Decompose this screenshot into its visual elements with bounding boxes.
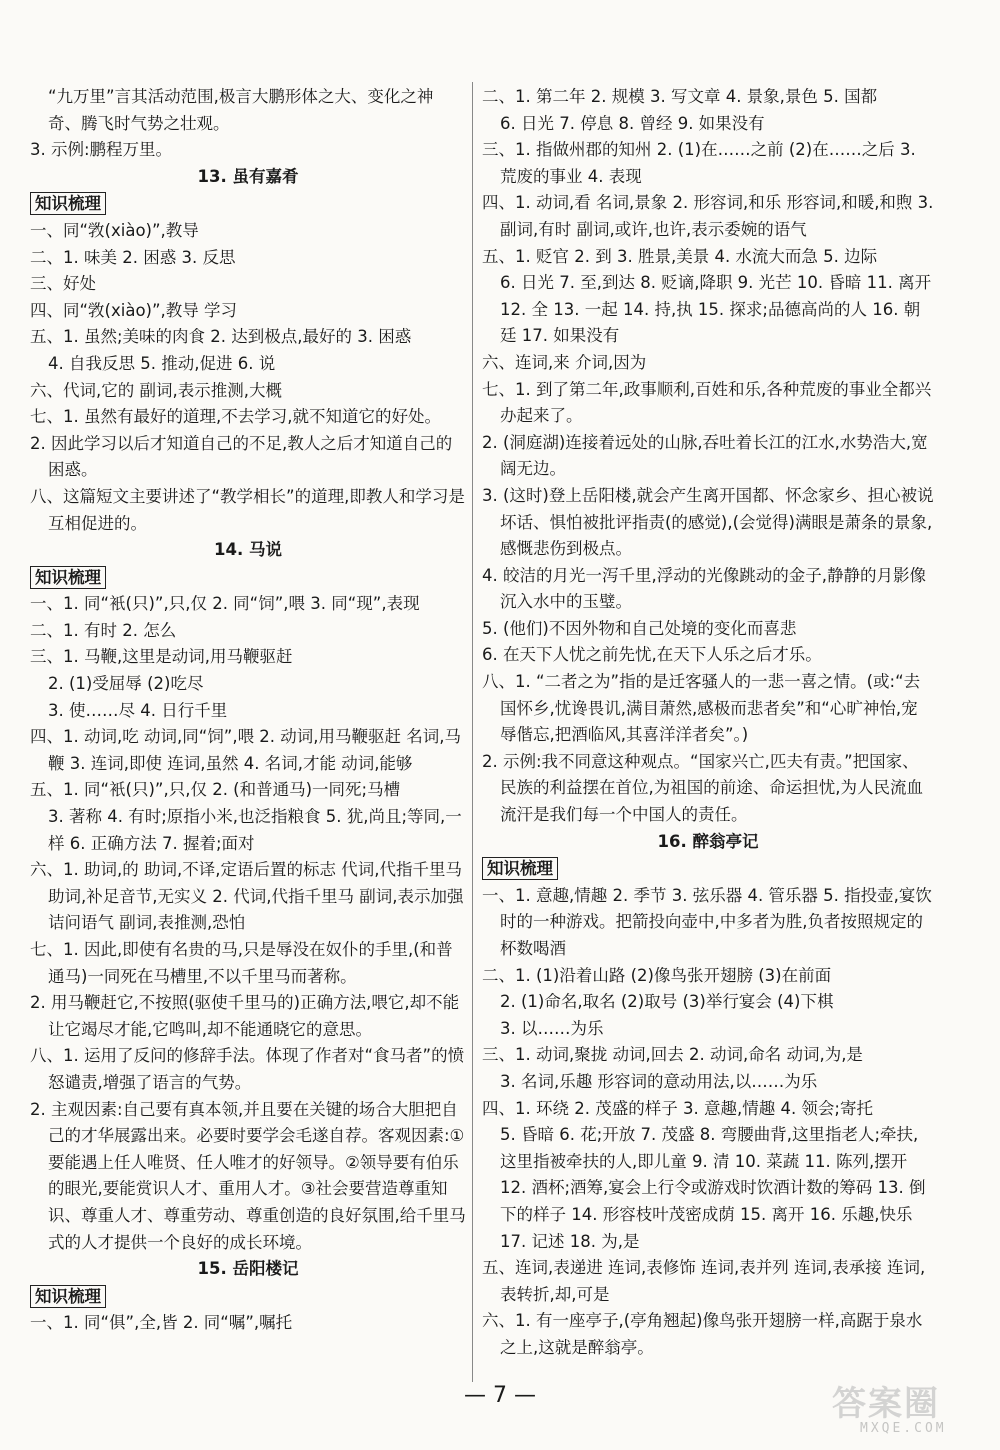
answer-line: 3. (这时)登上岳阳楼,就会产生离开国都、怀念家乡、担心被说坏话、惧怕被批评指责(的感觉),(会觉得)满眼是萧条的景象,感慨悲伤到极点。 [482, 485, 934, 559]
knowledge-tag: 知识梳理 [482, 857, 558, 880]
answer-line: 6. 日光 7. 停息 8. 曾经 9. 如果没有 [500, 113, 765, 133]
answer-line: 5. (他们)不因外物和自己处境的变化而喜悲 [482, 618, 797, 638]
answer-line: 五、1. 贬官 2. 到 3. 胜景,美景 4. 水流大而急 5. 边际 [482, 246, 878, 266]
answer-line: 3. 以……为乐 [500, 1018, 604, 1038]
answer-line: 五、1. 同“衹(只)”,只,仅 2. (和普通马)一同死;马槽 [30, 780, 401, 800]
answer-line: 六、连词,来 介词,因为 [482, 352, 647, 372]
answer-line: 三、1. 指做州郡的知州 2. (1)在……之前 (2)在……之后 3. 荒废的事业 4. 表现 [482, 140, 916, 186]
knowledge-tag-row [30, 564, 466, 592]
answer-line: 三、好处 [30, 274, 96, 294]
section-title: 16. 醉翁亭记 [657, 831, 759, 851]
answer-line: 二、1. 第二年 2. 规模 3. 写文章 4. 景象,景色 5. 国都 [482, 87, 878, 106]
answer-line: 2. (1)受屈辱 (2)吃尽 [48, 674, 204, 694]
answer-line: 一、1. 意趣,情趣 2. 季节 3. 弦乐器 4. 管乐器 5. 指投壶,宴饮时的一种游戏。把箭投向壶中,中多者为胜,负者按照规定的杯数喝酒 [482, 885, 932, 958]
answer-line: 五、1. 虽然;美味的肉食 2. 达到极点,最好的 3. 困惑 [30, 327, 412, 347]
answer-line: 2. 因此学习以后才知道自己的不足,教人之后才知道自己的困惑。 [30, 433, 453, 480]
section-title: 14. 马说 [214, 540, 282, 560]
left-column [30, 84, 466, 1337]
answer-line: 一、1. 同“衹(只)”,只,仅 2. 同“饲”,喂 3. 同“现”,表现 [30, 594, 420, 614]
answer-line: 4. 皎洁的月光一泻千里,浮动的光像跳动的金子,静静的月影像沉入水中的玉璧。 [482, 565, 926, 612]
knowledge-tag: 知识梳理 [30, 1285, 106, 1308]
answer-line: 三、1. 动词,聚拢 动词,回去 2. 动词,命名 动词,为,是 [482, 1045, 863, 1065]
section-title: 15. 岳阳楼记 [197, 1259, 299, 1279]
answer-line: 3. 示例:鹏程万里。 [30, 140, 173, 160]
column-divider [472, 82, 473, 1382]
answer-line: 四、1. 环绕 2. 茂盛的样子 3. 意趣,情趣 4. 领会;寄托 [482, 1098, 873, 1118]
knowledge-tag-row [30, 190, 466, 218]
answer-line: 七、1. 到了第二年,政事顺利,百姓和乐,各种荒废的事业全都兴办起来了。 [482, 379, 932, 426]
answer-line: 2. (洞庭湖)连接着远处的山脉,吞吐着长江的江水,水势浩大,宽阔无边。 [482, 432, 928, 479]
answer-line: 八、1. “二者之为”指的是迁客骚人的一悲一喜之情。(或:“去国怀乡,忧谗畏讥,满目萧然,感极而悲者矣”和“心旷神怡,宠辱偕忘,把酒临风,其喜洋洋者矣”。) [482, 672, 921, 745]
answer-line: 2. 示例:我不同意这种观点。“国家兴亡,匹夫有责。”把国家、民族的利益摆在首位,为祖国的前途、命运担忧,为人民流血流汗是我们每一个中国人的责任。 [482, 751, 923, 825]
knowledge-tag: 知识梳理 [30, 192, 106, 215]
answer-line: 三、1. 马鞭,这里是动词,用马鞭驱赶 [30, 647, 293, 667]
answer-line: 八、这篇短文主要讲述了“教学相长”的道理,即教人和学习是互相促进的。 [30, 486, 465, 533]
answer-line: 七、1. 因此,即使有名贵的马,只是辱没在奴仆的手里,(和普通马)一同死在马槽里,不以千里马而著称。 [30, 940, 453, 986]
answer-line: 4. 自我反思 5. 推动,促进 6. 说 [48, 353, 276, 373]
answer-line: 6. 日光 7. 至,到达 8. 贬谪,降职 9. 光芒 10. 昏暗 11. 离开 12. 全 13. 一起 14. 持,执 15. 探求;品德高尚的人 16. 朝廷 17. 如果没有 [500, 273, 932, 346]
knowledge-tag-row [482, 855, 934, 883]
answer-line: 2. (1)命名,取名 (2)取号 (3)举行宴会 (4)下棋 [500, 992, 834, 1012]
answer-line: 五、连词,表递进 连词,表修饰 连词,表并列 连词,表承接 连词,表转折,却,可是 [482, 1258, 926, 1304]
answer-line: 3. 著称 4. 有时;原指小米,也泛指粮食 5. 犹,尚且;等同,一样 6. 正确方法 7. 握着;面对 [48, 807, 462, 853]
right-column [482, 84, 934, 1362]
answer-line: 一、1. 同“俱”,全,皆 2. 同“嘱”,嘱托 [30, 1313, 293, 1333]
answer-line: 2. 用马鞭赶它,不按照(驱使千里马的)正确方法,喂它,却不能让它竭尽才能,它鸣叫,却不能通晓它的意思。 [30, 993, 460, 1039]
answer-line: 四、同“敩(xiào)”,教导 学习 [30, 300, 238, 320]
answer-line: 一、同“敩(xiào)”,教导 [30, 220, 199, 240]
watermark-logo: 答案圈 [832, 1384, 940, 1424]
answer-line: “九万里”言其活动范围,极言大鹏形体之大、变化之神奇、腾飞时气势之壮观。 [48, 87, 434, 133]
page-number: — 7 — [464, 1383, 536, 1408]
answer-line: 四、1. 动词,吃 动词,同“饲”,喂 2. 动词,用马鞭驱赶 名词,马鞭 3. 连词,即使 连词,虽然 4. 名词,才能 动词,能够 [30, 727, 462, 773]
answer-line: 六、代词,它的 副词,表示推测,大概 [30, 380, 282, 400]
answer-line: 六、1. 有一座亭子,(亭角翘起)像鸟张开翅膀一样,高踞于泉水之上,这就是醉翁亭。 [482, 1311, 923, 1357]
section-title: 13. 虽有嘉肴 [197, 166, 299, 186]
answer-line: 二、1. (1)沿着山路 (2)像鸟张开翅膀 (3)在前面 [482, 965, 832, 985]
answer-line: 六、1. 助词,的 助词,不译,定语后置的标志 代词,代指千里马 助词,补足音节,无实义 2. 代词,代指千里马 副词,表示加强诘问语气 副词,表推测,恐怕 [30, 860, 464, 933]
answer-line: 四、1. 动词,看 名词,景象 2. 形容词,和乐 形容词,和暖,和煦 3. 副词,有时 副词,或许,也许,表示委婉的语气 [482, 193, 934, 239]
answer-line: 2. 主观因素:自己要有真本领,并且要在关键的场合大胆把自己的才华展露出来。必要时要学会毛遂自荐。客观因素:①要能遇上任人唯贤、任人唯才的好领导。②领导要有伯乐的眼光,要能赏识人才、重用人才。③社会要营造尊重知识、尊重人才、尊重劳动、尊重创造的良好氛围,给千里马式的人才提供一个良好的成长环境。 [30, 1099, 466, 1252]
watermark-site: MXQE.COM [860, 1421, 947, 1436]
knowledge-tag-row [30, 1283, 466, 1311]
answer-line: 八、1. 运用了反问的修辞手法。体现了作者对“食马者”的愤怒谴责,增强了语言的气势。 [30, 1046, 465, 1092]
answer-line: 5. 昏暗 6. 花;开放 7. 茂盛 8. 弯腰曲背,这里指老人;牵扶,这里指被牵扶的人,即儿童 9. 清 10. 菜蔬 11. 陈列,摆开 12. 酒杯;酒筹,宴会上行令或游戏时饮酒计数的筹码 13. 倒下的样子 14. 形容枝叶茂密成荫 15. 离开 16. 乐趣,快乐 17. 记述 18. 为,是 [500, 1125, 926, 1251]
answer-line: 二、1. 有时 2. 怎么 [30, 620, 177, 640]
watermark [832, 1376, 982, 1436]
answer-line: 6. 在天下人忧之前先忧,在天下人乐之后才乐。 [482, 645, 822, 665]
answer-line: 七、1. 虽然有最好的道理,不去学习,就不知道它的好处。 [30, 407, 441, 427]
answer-line: 3. 名词,乐趣 形容词的意动用法,以……为乐 [500, 1071, 818, 1091]
answer-line: 3. 使……尽 4. 日行千里 [48, 700, 228, 720]
answer-line: 二、1. 味美 2. 困惑 3. 反思 [30, 247, 236, 267]
knowledge-tag: 知识梳理 [30, 566, 106, 589]
